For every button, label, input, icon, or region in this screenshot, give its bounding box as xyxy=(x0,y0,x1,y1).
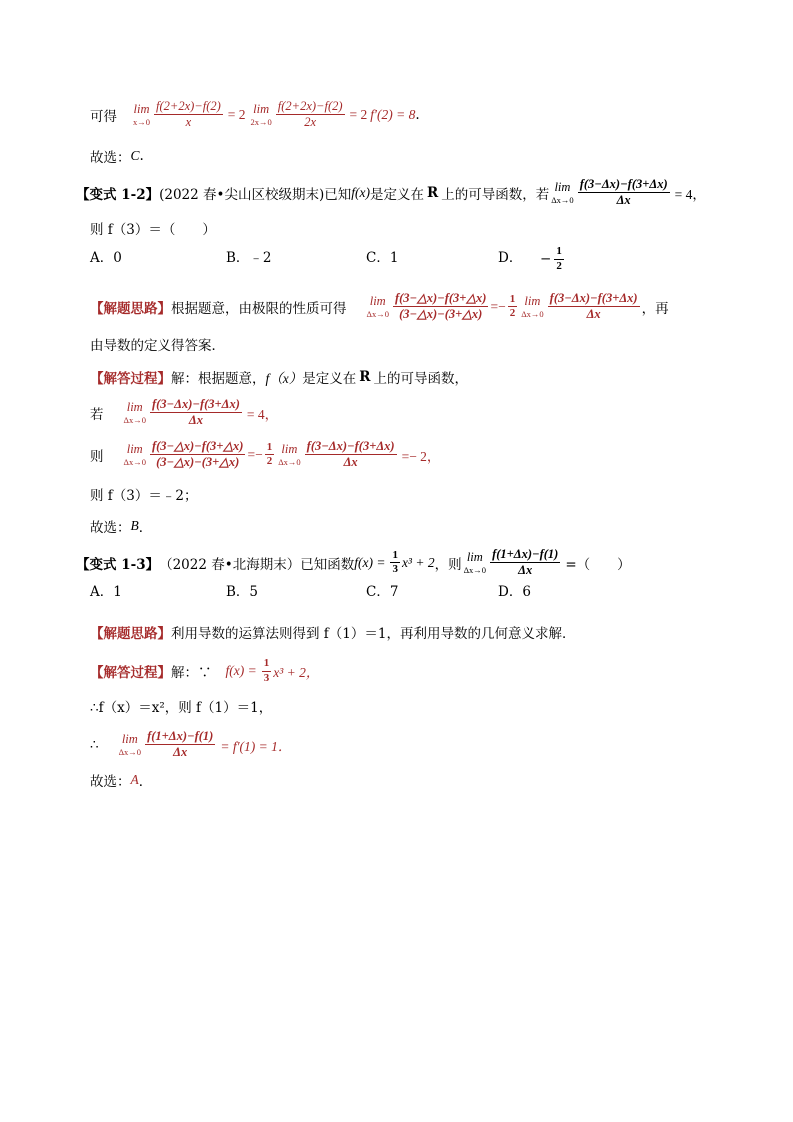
v12-eq-rhs: = 4， xyxy=(674,186,706,202)
v12-fx: f(x) xyxy=(351,184,370,200)
v12-option-d: D． xyxy=(498,250,523,266)
v13-option-b: B．5 xyxy=(226,584,259,600)
fraction-2: $\frac{f(2+2x)-f(2)}{2x}$ xyxy=(277,99,343,130)
v13-eq-rhs: =（ ） xyxy=(565,556,631,573)
v12-fraction: $\frac{f(3-\Delta x)-f(3+\Delta x)}{\Delta x}$ xyxy=(579,177,668,208)
v13-answer-end: ． xyxy=(138,774,153,790)
v12-limit: lim Δx→0 xyxy=(551,180,574,205)
v13-text-b: ，则 xyxy=(434,556,462,573)
v13-option-a: A．1 xyxy=(90,584,122,600)
v12-ze: 则 xyxy=(90,448,104,465)
v13-jt-label: 【解题思路】 xyxy=(90,626,171,642)
v13-tag: 【变式 1-3】 xyxy=(76,556,160,573)
v13-answer-label: 故选： xyxy=(90,774,131,790)
v12-ruo-limit: lim Δx→0 xyxy=(123,400,146,425)
v13-jd-fx-lhs: f(x) = xyxy=(225,663,257,679)
answer-end: . xyxy=(139,148,144,164)
v12-ruo-line xyxy=(90,398,278,427)
eq-rhs-2: = 2 xyxy=(349,106,368,122)
v12-jt-text2: ，再 xyxy=(641,300,669,317)
v12-jt-label: 【解题思路】 xyxy=(90,300,171,317)
v12-answer-choice: B xyxy=(130,518,139,533)
v12-jt-half: $\frac{1}{2}$ xyxy=(509,292,516,320)
v12-jt-limit-1: lim Δx→0 xyxy=(366,294,389,319)
v12-ze-line xyxy=(90,440,440,469)
v13-fx-lhs: f(x) = xyxy=(354,554,386,570)
v12-jieti xyxy=(90,292,669,321)
v12-ruo: 若 xyxy=(90,406,104,423)
v12-text-c: 上的可导函数，若 xyxy=(441,186,550,203)
v13-option-d: D．6 xyxy=(498,584,531,600)
fraction-1: $\frac{f(2+2x)-f(2)}{x}$ xyxy=(156,99,221,130)
v12-ruo-fraction: $\frac{f(3-\Delta x)-f(3+\Delta x)}{\Delta x}$ xyxy=(151,397,240,428)
v12-f3-line: 则 f（3）＝﹣2； xyxy=(90,488,198,504)
v12-option-a: A．0 xyxy=(90,250,122,266)
v13-third: $\frac{1}{3}$ xyxy=(392,548,398,576)
v12-answer-label: 故选： xyxy=(90,520,131,536)
period: . xyxy=(415,106,420,123)
v12-ze-half: $\frac{1}{2}$ xyxy=(266,440,273,468)
derivation-line xyxy=(90,100,420,129)
v12-ze-limit-2: lim Δx→0 xyxy=(278,442,301,467)
v13-fx-rhs: x³ + 2 xyxy=(401,554,435,570)
v13-jieda xyxy=(90,658,319,684)
v13-therefore-line xyxy=(90,730,291,759)
v12-jd-R: R xyxy=(359,369,371,385)
v13-jieti xyxy=(90,622,575,642)
v12-text-a: 已知 xyxy=(324,186,352,203)
v13-answer-line xyxy=(90,770,152,790)
v12-ze-fraction-1: $\frac{f(3-\triangle x)-f(3+\triangle x)}{(3-\triangle x)-(3+\triangle x)}$ xyxy=(151,439,244,470)
v13-final-limit: lim Δx→0 xyxy=(118,732,142,757)
v13-therefore: ∴ xyxy=(90,736,99,753)
v13-since-line: ∴f（x）＝x²，则 f（1）＝1， xyxy=(90,700,273,716)
v13-jd-fx-rhs: x³ + 2， xyxy=(273,665,320,681)
v13-answer-choice: A xyxy=(130,772,139,787)
v12-text-b: 是定义在 xyxy=(369,186,424,203)
v12-jt-fraction-1: $\frac{f(3-\triangle x)-f(3+\triangle x)}{(3-\triangle x)-(3+\triangle x)}$ xyxy=(394,291,487,322)
v12-jd-fx: f（x） xyxy=(265,371,303,386)
v12-jieti-cont: 由导数的定义得答案． xyxy=(90,338,225,354)
v13-jt-text: 利用导数的运算法则得到 f（1）＝1，再利用导数的几何意义求解． xyxy=(171,626,576,642)
v13-jd-label: 【解答过程】 xyxy=(90,665,171,682)
v12-tag: 【变式 1-2】 xyxy=(76,186,160,203)
v13-source: （2022 春•北海期末） xyxy=(159,556,301,573)
v12-header xyxy=(76,178,706,207)
v12-jt-limit-2: lim Δx→0 xyxy=(521,294,544,319)
v12-question: 则 f（3）＝（ ） xyxy=(90,222,216,238)
v12-ruo-rhs: = 4， xyxy=(246,406,279,422)
limit-2: lim 2x→0 xyxy=(250,102,272,127)
fprime-value: f′(2) = 8 xyxy=(370,106,416,122)
v12-ze-limit-1: lim Δx→0 xyxy=(123,442,146,467)
v12-jd-text3: 上的可导函数， xyxy=(373,371,468,387)
v12-jt-eq-mid: =− xyxy=(490,298,506,314)
v13-fraction: $\frac{f(1+\Delta x)-f(1)}{\Delta x}$ xyxy=(492,547,559,578)
v13-jd-third: $\frac{1}{3}$ xyxy=(263,657,270,684)
v12-answer-line xyxy=(90,516,152,536)
v12-jd-text2: 是定义在 xyxy=(302,371,357,387)
v13-limit: lim Δx→0 xyxy=(463,550,487,575)
v12-jd-text1: 解：根据题意， xyxy=(171,371,266,387)
v13-header xyxy=(76,548,631,577)
v12-option-b: B．﹣2 xyxy=(226,250,272,266)
keyi-label: 可得 xyxy=(90,108,117,125)
v12-option-d-value: − $\frac{1}{2}$ xyxy=(540,245,562,272)
v12-jt-text1: 根据题意，由极限的性质可得 xyxy=(171,300,347,317)
v13-text-a: 已知函数 xyxy=(300,556,355,573)
v13-final-rhs: = f′(1) = 1． xyxy=(220,738,292,754)
v13-final-fraction: $\frac{f(1+\Delta x)-f(1)}{\Delta x}$ xyxy=(147,729,214,760)
limit-1: lim x→0 xyxy=(133,102,150,127)
eq-rhs-1: = 2 xyxy=(227,106,246,122)
v12-jd-label: 【解答过程】 xyxy=(90,371,171,387)
v13-jd-text: 解：∵ xyxy=(171,665,212,682)
v12-R: R xyxy=(426,184,439,201)
v12-ze-fraction-2: $\frac{f(3-\Delta x)-f(3+\Delta x)}{\Delta x}$ xyxy=(306,439,395,470)
v13-option-c: C．7 xyxy=(366,584,399,600)
v12-ze-rhs: =− 2， xyxy=(401,448,441,464)
v12-jt-fraction-2: $\frac{f(3-\Delta x)-f(3+\Delta x)}{\Delta x}$ xyxy=(549,291,638,322)
v12-source: (2022 春•尖山区校级期末) xyxy=(159,186,325,203)
answer-label: 故选： xyxy=(90,150,131,166)
v12-ze-mid: =− xyxy=(247,446,263,462)
answer-choice: C xyxy=(130,148,140,163)
v12-option-c: C．1 xyxy=(366,250,399,266)
answer-line-1 xyxy=(90,146,144,166)
v12-jieda xyxy=(90,367,468,387)
v12-answer-end: ． xyxy=(138,520,153,536)
